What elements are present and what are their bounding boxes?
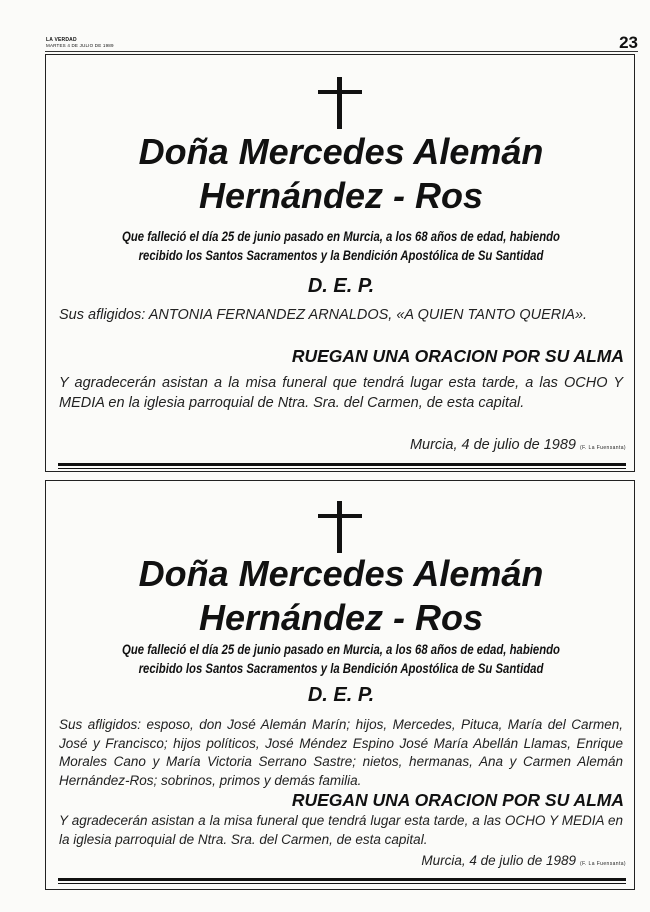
deceased-name-line-1: Doña Mercedes Alemán xyxy=(138,553,544,594)
rip-heading: D. E. P. xyxy=(307,275,375,297)
footer-rule-thick xyxy=(58,463,626,466)
footer-rule-thin xyxy=(58,468,626,469)
place-date xyxy=(421,853,626,868)
prayer-request: RUEGAN UNA ORACION POR SU ALMA xyxy=(291,346,624,366)
cross-icon xyxy=(318,501,362,553)
deceased-name xyxy=(46,130,636,218)
cross-icon xyxy=(318,77,362,129)
deceased-name-line-2: Hernández - Ros xyxy=(198,597,484,638)
newspaper-name: LA VERDAD xyxy=(46,37,77,43)
deceased-name-line-1: Doña Mercedes Alemán xyxy=(138,131,544,172)
death-details xyxy=(100,640,582,678)
header-rule xyxy=(45,51,638,52)
obituary-notice-1 xyxy=(45,54,635,472)
mourners-text: Sus afligidos: ANTONIA FERNANDEZ ARNALDOS, «A QUIEN TANTO QUERIA». xyxy=(59,307,588,323)
funeral-text: Y agradecerán asistan a la misa funeral que tendrá lugar esta tarde, a las OCHO Y MEDIA en la iglesia parroquial de Ntra. Sra. del Carmen, de esta capital. xyxy=(59,813,623,847)
funeral-home-credit: (F. La Fuensanta) xyxy=(580,445,626,451)
funeral-home-credit: (F. La Fuensanta) xyxy=(580,861,626,867)
prayer-request: RUEGAN UNA ORACION POR SU ALMA xyxy=(291,790,624,810)
death-details-line-2: recibido los Santos Sacramentos y la Bendición Apostólica de Su Santidad xyxy=(138,661,544,676)
death-details-line-2: recibido los Santos Sacramentos y la Bendición Apostólica de Su Santidad xyxy=(138,248,544,263)
funeral-text: Y agradecerán asistan a la misa funeral que tendrá lugar esta tarde, a las OCHO Y MEDIA en la iglesia parroquial de Ntra. Sra. del Carmen, de esta capital. xyxy=(59,375,623,411)
page-number: 23 xyxy=(619,33,638,52)
deceased-name-line-2: Hernández - Ros xyxy=(198,175,484,216)
place-date-text: Murcia, 4 de julio de 1989 xyxy=(421,853,576,868)
mourners-text: Sus afligidos: esposo, don José Alemán Marín; hijos, Mercedes, Pituca, María del Carmen, José y Francisco; hijos políticos, José Méndez Espino José María Abellán Llamas, Enrique Morales Cano y María Victoria Serrano Sastre; nietos, hermanas, Ana y Carmen Alemán Hernández-Ros; sobrinos, primos y demás familia. xyxy=(59,717,623,788)
footer-rule-thick xyxy=(58,878,626,881)
death-details-line-1: Que falleció el día 25 de junio pasado en Murcia, a los 68 años de edad, habiendo xyxy=(122,229,560,244)
place-date-text: Murcia, 4 de julio de 1989 xyxy=(409,437,576,453)
death-details xyxy=(100,227,582,265)
place-date xyxy=(410,437,626,453)
obituary-notice-2 xyxy=(45,480,635,890)
issue-date: MARTES 4 DE JULIO DE 1989 xyxy=(46,43,114,48)
death-details-line-1: Que falleció el día 25 de junio pasado en Murcia, a los 68 años de edad, habiendo xyxy=(122,642,560,657)
footer-rule-thin xyxy=(58,883,626,884)
deceased-name xyxy=(46,552,636,640)
rip-heading: D. E. P. xyxy=(307,684,375,706)
